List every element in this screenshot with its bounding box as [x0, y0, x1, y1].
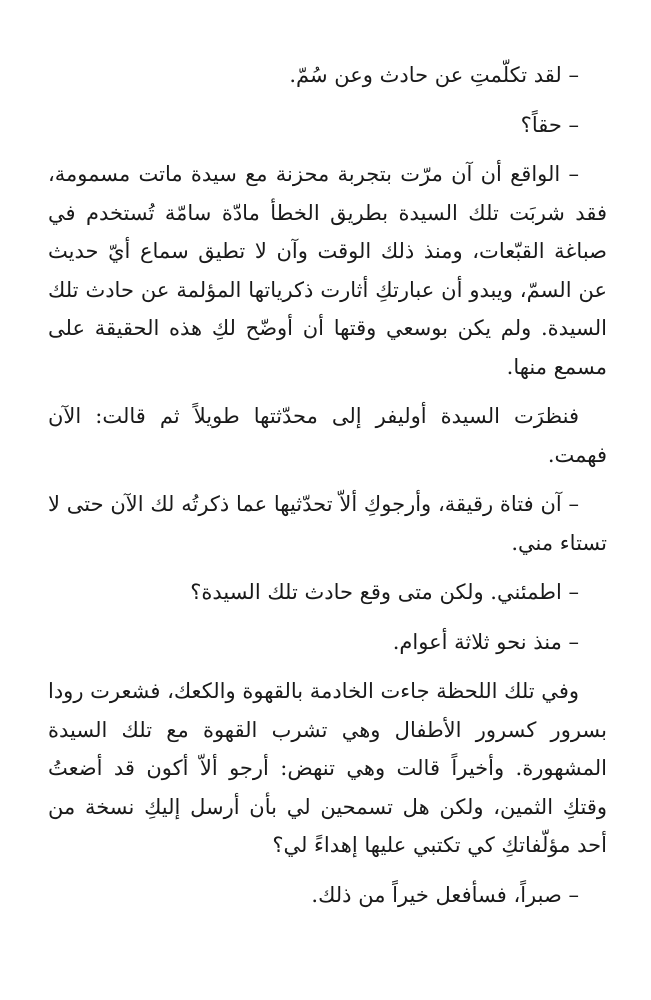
paragraph-dialogue-6: – منذ نحو ثلاثة أعوام. [392, 629, 579, 654]
paragraph-dialogue-5: – اطمئني. ولكن متى وقع حادث تلك السيدة؟ [190, 580, 579, 604]
paragraph-dialogue-1: – لقد تكلّمتِ عن حادث وعن سُمّ. [289, 63, 579, 87]
paragraph-narration-1: فنظرَت السيدة أوليفر إلى محدّثتها طويلاً ثم قالت: الآن فهمت. [48, 404, 607, 467]
paragraph-dialogue-4: – آن فتاة رقيقة، وأرجوكِ ألاّ تحدّثيها عما ذكرتُه لك الآن حتى لا تستاء مني. [48, 492, 607, 555]
paragraph-dialogue-7: – صبراً، فسأفعل خيراً من ذلك. [311, 882, 579, 907]
paragraph-dialogue-3: – الواقع أن آن مرّت بتجربة محزنة مع سيدة ماتت مسمومة، فقد شربَت تلك السيدة بطريق الخطأ مادّة سامّة تُستخدم في صباغة القبّعات، ومنذ ذلك الوقت وآن لا تطيق سماع أيّ حديث عن السمّ، ويبدو أن عبارتكِ أثارت ذكرياتها المؤلمة عن حادث تلك السيدة. ولم يكن بوسعي وقتها أن أوضّح لكِ هذه الحقيقة على مسمع منها. [48, 162, 607, 379]
paragraph-dialogue-2: – حقاً؟ [520, 112, 579, 137]
paragraph-narration-2: وفي تلك اللحظة جاءت الخادمة بالقهوة والكعك، فشعرت رودا بسرور كسرور الأطفال وهي تشرب القهوة مع تلك السيدة المشهورة. وأخيراً قالت وهي تنهض: أرجو ألاّ أكون قد أضعتُ وقتكِ الثمين، ولكن هل تسمحين لي بأن أرسل إليكِ نسخة من أحد مؤلّفاتكِ كي تكتبي عليها إهداءً لي؟ [48, 679, 607, 857]
